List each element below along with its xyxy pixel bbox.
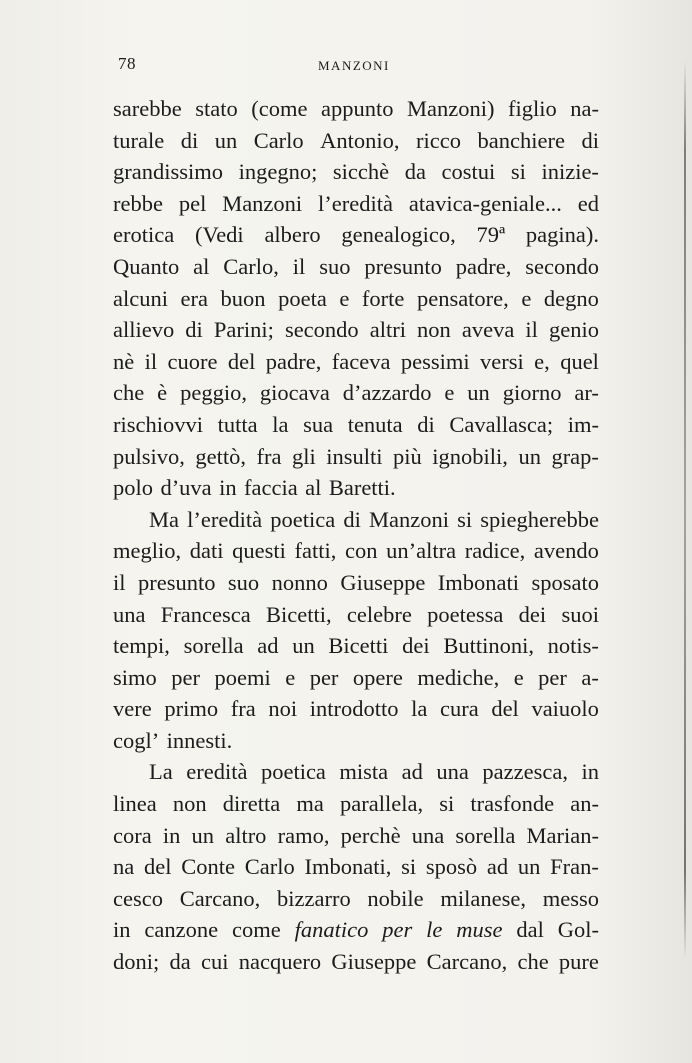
word: ignobili, [432, 443, 508, 469]
word: figlio [508, 96, 557, 121]
word: dei [402, 633, 430, 659]
paragraph-start-line [113, 504, 599, 536]
word: na- [570, 96, 599, 121]
word: parallela, [340, 791, 424, 817]
word: Quanto [113, 253, 180, 279]
word: del [491, 696, 519, 722]
word: per [309, 664, 339, 690]
word: in [581, 759, 599, 785]
word: sorella [183, 633, 244, 659]
word: al [193, 253, 210, 279]
text-line [113, 93, 599, 125]
word: in [219, 475, 237, 501]
word: rischiovvi [113, 411, 203, 437]
word: più [393, 443, 422, 469]
word: che [517, 949, 549, 975]
word: del [227, 348, 256, 374]
word: e [521, 285, 532, 311]
word: rebbe [113, 190, 163, 216]
word: stato [195, 96, 238, 121]
word: un [191, 822, 215, 848]
word: ad [401, 759, 423, 785]
word: suoi [561, 601, 599, 627]
word: erotica [113, 222, 175, 248]
word: si [510, 159, 526, 185]
word: pure [558, 949, 599, 975]
word: un [214, 127, 238, 153]
word: Carcano, [426, 949, 508, 975]
word: Francesca [160, 601, 251, 627]
word: primo [164, 696, 219, 722]
word: tenuta [347, 411, 403, 437]
word: presunto [364, 253, 442, 279]
word: si [439, 791, 455, 817]
word: La [149, 759, 173, 785]
word: nè [113, 348, 135, 374]
word: a- [581, 664, 599, 690]
word: non [417, 317, 451, 343]
word: pensatore, [416, 285, 509, 311]
word: che [113, 380, 145, 406]
text-line [113, 472, 599, 504]
word: un’altra [386, 538, 457, 564]
word: fra [256, 443, 282, 469]
text-line [113, 946, 599, 978]
word: poetica [270, 506, 336, 532]
word: sorella [455, 822, 516, 848]
page-edge-shadow [684, 60, 686, 960]
word: spiegherebbe [480, 506, 599, 532]
word: celebre [346, 601, 412, 627]
word: Gol- [557, 917, 599, 943]
word: cogl’ [113, 727, 160, 753]
word: di [343, 506, 361, 532]
word: in [162, 822, 181, 848]
word: Cavallasca; [449, 411, 554, 437]
text-line [113, 883, 599, 915]
word: Fran- [550, 854, 599, 880]
word: na [113, 854, 135, 880]
word: come [231, 917, 281, 943]
running-title: MANZONI [318, 58, 390, 73]
word: cui [200, 949, 229, 975]
word: Bicetti [328, 633, 389, 659]
word: questi [232, 538, 286, 564]
word: Parini; [213, 317, 274, 343]
word: pel [178, 190, 207, 216]
word: un [517, 854, 541, 880]
text-line [113, 662, 599, 694]
word: la [272, 411, 289, 437]
word: nonno [271, 569, 328, 595]
word: secondo [525, 253, 599, 279]
text-line [113, 251, 599, 283]
word: Conte [181, 854, 235, 880]
text-line [113, 346, 599, 378]
word: (Vedi [194, 222, 244, 248]
word: cuore [167, 348, 218, 374]
word: milanese, [440, 885, 526, 911]
word: ar- [574, 380, 599, 406]
word: secondo [284, 317, 359, 343]
word: le [426, 917, 443, 943]
word: Carlo [244, 854, 295, 880]
word: faceva [331, 348, 391, 374]
word: trasfonde [470, 791, 555, 817]
word: e [285, 664, 296, 690]
word: eredità [186, 759, 248, 785]
text-line [113, 377, 599, 409]
word: di [581, 127, 599, 153]
word: albero [264, 222, 321, 248]
word: innesti. [166, 727, 233, 753]
text-line [113, 567, 599, 599]
word: altri [369, 317, 406, 343]
word: ingegno; [238, 159, 318, 185]
word: fanatico [294, 917, 369, 943]
text-line [113, 188, 599, 220]
word: canzone [144, 917, 219, 943]
word: suo [227, 569, 260, 595]
word: ed [577, 190, 599, 216]
word: da [404, 159, 426, 185]
word: una [436, 759, 469, 785]
word: simo [113, 664, 157, 690]
word: un [518, 443, 541, 469]
word: un [467, 380, 490, 406]
word: bizzarro [277, 885, 351, 911]
text-line [113, 599, 599, 631]
word: poemi [214, 664, 271, 690]
word: la [411, 696, 428, 722]
word: giorno [502, 380, 562, 406]
word: 79ª [476, 222, 506, 248]
word: messo [542, 885, 599, 911]
word: d’uva [160, 475, 212, 501]
word: pulsivo, [113, 443, 185, 469]
word: Antonio, [320, 127, 400, 153]
word: dei [518, 601, 547, 627]
word: alcuni [113, 285, 168, 311]
word: forte [361, 285, 405, 311]
word: per [171, 664, 200, 690]
word: al [305, 475, 322, 501]
word: turale [113, 127, 165, 153]
word: perchè [340, 822, 401, 848]
word: cura [439, 696, 479, 722]
word: il [525, 317, 538, 343]
word: appunto [320, 96, 394, 121]
text-line [113, 156, 599, 188]
word: grap- [551, 443, 599, 469]
word: tutta [217, 411, 258, 437]
word: avendo [533, 538, 599, 564]
text-line [113, 725, 599, 757]
word: doni; [113, 949, 160, 975]
text-line [113, 314, 599, 346]
word: ad [257, 633, 279, 659]
word: sicchè [332, 159, 390, 185]
word: linea [113, 791, 157, 817]
text-line [113, 630, 599, 662]
word: dal [516, 917, 544, 943]
word: gettò, [195, 443, 247, 469]
text-line [113, 788, 599, 820]
word: meglio, [113, 538, 182, 564]
text-line [113, 409, 599, 441]
word: buon [220, 285, 266, 311]
word: noi [268, 696, 298, 722]
word: si [457, 506, 473, 532]
word: e [444, 380, 455, 406]
paragraph-start-line [113, 756, 599, 788]
word: vere [113, 696, 152, 722]
word: (come [251, 96, 308, 121]
word: atavica-geniale... [408, 190, 562, 216]
word: Carlo, [223, 253, 279, 279]
word: dati [189, 538, 224, 564]
word: notis- [547, 633, 599, 659]
word: faccia [244, 475, 298, 501]
word: mediche, [417, 664, 500, 690]
word: allievo [113, 317, 175, 343]
word: tempi, [113, 633, 170, 659]
word: in [113, 917, 131, 943]
word: versi [480, 348, 524, 374]
text-line [113, 914, 599, 946]
text-line [113, 125, 599, 157]
word: ad [486, 854, 509, 880]
word: vaiuolo [531, 696, 599, 722]
word: an- [570, 791, 599, 817]
word: del [144, 854, 172, 880]
word: per [382, 917, 413, 943]
word: poetica [260, 759, 326, 785]
word: aveva [461, 317, 515, 343]
word: Marian- [526, 822, 599, 848]
word: cora [113, 822, 152, 848]
word: padre, [265, 348, 322, 374]
word: fatti, [294, 538, 337, 564]
word: di [417, 411, 435, 437]
word: il [144, 348, 158, 374]
word: muse [456, 917, 503, 943]
word: di [180, 127, 199, 153]
text-line [113, 820, 599, 852]
word: una [411, 822, 445, 848]
word: ricco [416, 127, 462, 153]
word: e [513, 664, 524, 690]
word: sarebbe [113, 96, 182, 121]
word: di [185, 317, 203, 343]
word: Carcano, [179, 885, 261, 911]
word: altro [225, 822, 267, 848]
word: e, [534, 348, 550, 374]
page-number: 78 [118, 54, 136, 73]
word: pazzesca, [482, 759, 568, 785]
word: Giuseppe [340, 569, 426, 595]
word: era [180, 285, 208, 311]
word: un [292, 633, 315, 659]
word: grandissimo [113, 159, 223, 185]
word: da [169, 949, 191, 975]
word: Carlo [253, 127, 304, 153]
word: Manzoni [369, 506, 449, 532]
word: padre, [455, 253, 512, 279]
word: insulti [326, 443, 383, 469]
word: per [538, 664, 567, 690]
word: fra [230, 696, 256, 722]
word: Imbonati [437, 569, 520, 595]
word: il [113, 569, 126, 595]
word: nacquero [238, 949, 322, 975]
word: cesco [113, 885, 163, 911]
word: genealogico, [341, 222, 456, 248]
word: Giuseppe [331, 949, 417, 975]
word: peggio, [180, 380, 247, 406]
word: il [292, 253, 306, 279]
word: Baretti. [328, 475, 396, 501]
word: è [157, 380, 168, 406]
text-line [113, 693, 599, 725]
word: si [401, 854, 417, 880]
word: Manzoni [222, 190, 303, 216]
text-line [113, 535, 599, 567]
word: giocava [259, 380, 330, 406]
word: sua [303, 411, 334, 437]
word: una [113, 601, 146, 627]
text-line [113, 283, 599, 315]
word: con [344, 538, 378, 564]
body-text [113, 93, 599, 978]
word: sposò [425, 854, 478, 880]
word: Ma [149, 506, 179, 532]
word: Manzoni) [407, 96, 495, 121]
word: im- [567, 411, 599, 437]
word: nobile [367, 885, 424, 911]
word: sposato [531, 569, 599, 595]
word: banchiere [477, 127, 565, 153]
word: inizie- [541, 159, 599, 185]
text-line [113, 441, 599, 473]
page-header [0, 54, 692, 84]
word: ramo, [277, 822, 330, 848]
text-line [113, 219, 599, 251]
word: pessimi [400, 348, 470, 374]
word: gli [292, 443, 316, 469]
word: Buttinoni, [443, 633, 534, 659]
text-line [113, 851, 599, 883]
word: quel [560, 348, 599, 374]
word: non [172, 791, 207, 817]
word: introdotto [309, 696, 399, 722]
word: presunto [137, 569, 216, 595]
word: costui [441, 159, 496, 185]
word: Imbonati, [304, 854, 392, 880]
word: degno [543, 285, 599, 311]
word: polo [113, 475, 154, 501]
word: diretta [222, 791, 281, 817]
word: Bicetti, [266, 601, 332, 627]
word: ma [296, 791, 324, 817]
word: opere [352, 664, 403, 690]
word: poetessa [427, 601, 504, 627]
word: genio [548, 317, 599, 343]
word: poeta [278, 285, 327, 311]
word: suo [319, 253, 351, 279]
word: d’azzardo [342, 380, 432, 406]
word: radice, [464, 538, 526, 564]
word: pagina). [525, 222, 599, 248]
word: l’eredità [318, 190, 393, 216]
word: mista [339, 759, 389, 785]
word: l’eredità [187, 506, 263, 532]
word: e [339, 285, 350, 311]
